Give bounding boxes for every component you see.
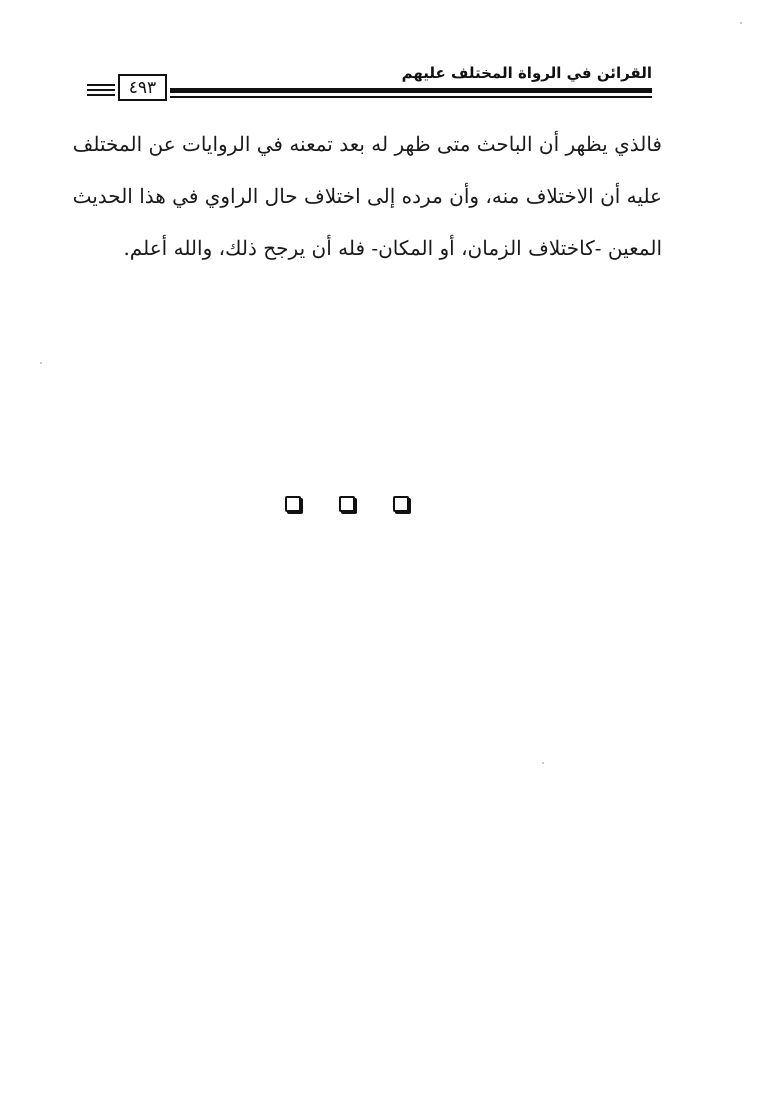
page-number-text: ٤٩٣ (128, 77, 157, 98)
square-ornament-icon (339, 496, 355, 512)
body-line-2: عليه أن الاختلاف منه، وأن مرده إلى اختلاف حال الراوي في هذا الحديث (72, 184, 662, 208)
scan-speck (740, 22, 742, 24)
scan-speck (40, 362, 42, 364)
page-number (118, 74, 167, 101)
page-number-side-rule (87, 84, 115, 86)
header-rule-thin (170, 96, 652, 98)
section-end-ornaments (285, 496, 409, 516)
body-paragraph (72, 118, 662, 274)
square-ornament-icon (285, 496, 301, 512)
square-ornament-icon (393, 496, 409, 512)
body-line-1: فالذي يظهر أن الباحث متى ظهر له بعد تمعنه في الروايات عن المختلف (72, 132, 662, 156)
page-number-side-rule (87, 89, 115, 91)
scan-speck (542, 762, 544, 764)
header-rule-thick (170, 88, 652, 93)
page-number-side-rule (87, 94, 115, 96)
running-header-title: القرائن في الرواة المختلف عليهم (401, 64, 652, 82)
body-line-3: المعين -كاختلاف الزمان، أو المكان- فله أن يرجح ذلك، والله أعلم. (123, 236, 662, 260)
